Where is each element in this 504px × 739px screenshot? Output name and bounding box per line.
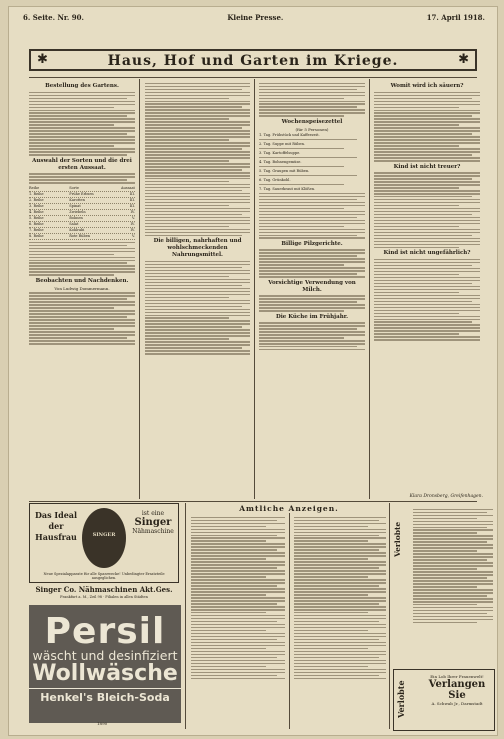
article-heading: Beobachten und Nachdenken. xyxy=(35,277,129,284)
issue-date: 17. April 1918. xyxy=(426,12,485,22)
article-heading: Kind ist nicht treuer? xyxy=(393,163,461,170)
table-row: 1. Reihe Frühe Erbsen III. xyxy=(29,191,135,196)
singer-brand-block: ist eine Singer Nähmaschine xyxy=(130,510,176,535)
article-byline: Von Ludwig Dommermann. xyxy=(54,285,110,291)
singer-company: Singer Co. Nähmaschinen Akt.Ges. xyxy=(35,585,173,594)
divider xyxy=(29,77,477,78)
section-title-box xyxy=(29,49,477,71)
planting-table xyxy=(29,186,135,240)
notices-heading: Amtliche Anzeigen. xyxy=(239,504,339,513)
article-column-3 xyxy=(259,81,365,352)
table-row: 2. Reihe Karotten III. xyxy=(29,197,135,202)
notices-column-1 xyxy=(191,515,285,681)
newspaper-name: Kleine Presse. xyxy=(227,12,284,22)
persil-product: Wollwäsche xyxy=(32,661,178,686)
table-row: 5. Reihe Bohnen V. xyxy=(29,215,135,220)
section-title: Haus, Hof und Garten im Kriege. xyxy=(107,53,399,69)
verlangen-side-label: Verlobte xyxy=(396,680,406,718)
page-header xyxy=(23,11,485,23)
article-heading: Die billigen, nahrhaften und wohlschmeckenden Nahrungsmittel. xyxy=(153,238,242,259)
newspaper-page xyxy=(8,6,498,736)
article-subheading: (für 5 Personen) xyxy=(295,126,329,132)
table-row: 3. Reihe Spinat III. xyxy=(29,203,135,208)
notices-column-3 xyxy=(413,507,493,625)
engagement-ad-label: Verlobte xyxy=(393,521,402,557)
singer-emblem: SINGER xyxy=(82,508,126,568)
page-number-label: 6. Seite. Nr. 90. xyxy=(23,12,84,22)
verlangen-advertisement xyxy=(393,669,495,731)
verlangen-body: Ein Lob Ihrer Frauenwelt! Verlangen Sie A. Schwab Jr., Darmstadt xyxy=(428,674,486,706)
table-row: 4. Reihe Zwiebeln IV. xyxy=(29,209,135,214)
article-heading: Die Küche im Frühjahr. xyxy=(275,313,349,320)
menu-item: 2. Tag. Suppe mit Rüben. xyxy=(259,141,306,146)
column-rule xyxy=(139,79,140,499)
column-rule xyxy=(369,79,370,499)
singer-brand-name: Singer xyxy=(134,517,172,528)
persil-brand: Persil xyxy=(44,611,166,652)
persil-slogan: wäscht und desinfiziert xyxy=(32,648,178,663)
notices-column-2 xyxy=(294,515,386,681)
article-heading: Vorsichtige Verwendung von Milch. xyxy=(268,279,356,293)
column-rule xyxy=(389,503,390,729)
menu-item: 6. Tag. Grünkohl. xyxy=(259,177,291,182)
menu-item: 7. Tag. Sauerkraut mit Klößen. xyxy=(259,186,316,191)
table-row: 8. Reihe Rote Rüben V. xyxy=(29,233,135,238)
article-column-1 xyxy=(29,81,135,346)
column-rule xyxy=(254,79,255,499)
singer-slogan: Das Ideal der Hausfrau xyxy=(34,510,78,542)
star-ornament-left-icon: ✱ xyxy=(37,52,48,67)
table-row: 6. Reihe Salat IV. xyxy=(29,221,135,226)
menu-item: 3. Tag. Kartoffelsuppe. xyxy=(259,150,301,155)
menu-item: 5. Tag. Graupen mit Rüben. xyxy=(259,168,310,173)
page-footer-number: 1890 xyxy=(97,721,108,726)
singer-footer: Neue Spezialapparate für alle Sparzwecke! Unbedingter Ersatzteile ausgeglichen. xyxy=(43,572,165,580)
article-heading: Wochenspeisezettel xyxy=(281,118,343,125)
article-column-4 xyxy=(374,81,480,342)
divider xyxy=(29,501,477,502)
persil-maker: Henkel's Bleich-Soda xyxy=(29,688,181,704)
column-rule xyxy=(289,513,290,729)
menu-item: 1. Tag. Frühstück und Kaffeezeit. xyxy=(259,132,320,137)
article-column-2 xyxy=(145,81,250,356)
star-ornament-right-icon: ✱ xyxy=(458,52,469,67)
article-heading: Billige Pilzgerichte. xyxy=(281,240,343,247)
article-heading: Bestellung des Gartens. xyxy=(45,83,119,89)
article-heading: Womit wird ich säuern? xyxy=(390,83,464,89)
article-credit: Klara Dronsberg, Greifenhagen. xyxy=(409,494,483,499)
article-heading: Auswahl der Sorten und die drei ersten Aussaat. xyxy=(32,157,132,171)
persil-advertisement xyxy=(29,605,181,723)
article-heading: Kind ist nicht ungefährlich? xyxy=(383,250,471,257)
singer-company-address: Frankfurt a. M., Zeil 98 · Filialen in allen Städten xyxy=(60,595,148,599)
menu-item: 4. Tag. Bohnengemüse. xyxy=(259,159,302,164)
table-row: 7. Reihe Kohlrabi IV. xyxy=(29,227,135,232)
column-rule xyxy=(185,503,186,729)
singer-advertisement xyxy=(29,503,179,583)
table-header-row: Reihe Sorte Aussaat xyxy=(29,185,135,190)
